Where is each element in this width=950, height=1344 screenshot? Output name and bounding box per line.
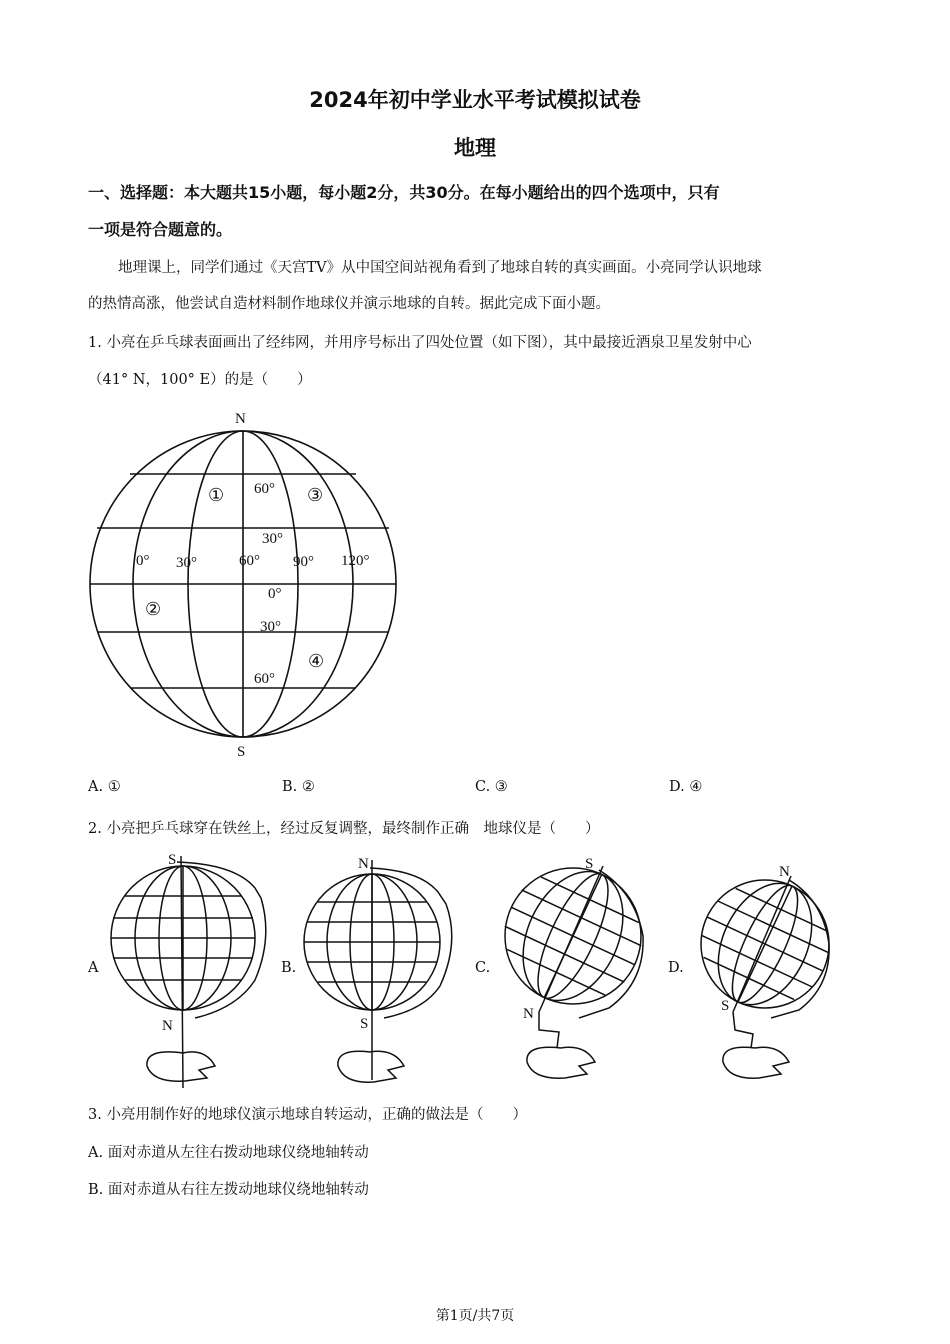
globe-d-bottom-label: S — [721, 998, 730, 1014]
q1-option-b[interactable]: B. ② — [282, 779, 315, 795]
q1-option-a[interactable]: A. ① — [88, 779, 121, 795]
lat-label: 60° — [254, 481, 275, 497]
lon-label: 60° — [239, 553, 260, 569]
q3-stem: 3. 小亮用制作好的地球仪演示地球自转运动，正确的做法是（ ） — [88, 1107, 527, 1123]
lat-label: 30° — [260, 619, 281, 635]
q2-option-b[interactable]: B. — [281, 960, 297, 976]
marker-1: ① — [208, 485, 225, 505]
lat-label: 30° — [262, 531, 283, 547]
q2-option-c[interactable]: C. — [475, 960, 491, 976]
q2-option-d[interactable]: D. — [668, 960, 684, 976]
lon-label: 0° — [136, 553, 150, 569]
globe-d-top-label: N — [779, 864, 790, 880]
marker-2: ② — [145, 599, 162, 619]
marker-4: ④ — [308, 651, 325, 671]
globe-c-figure — [495, 852, 665, 1088]
globe-b-figure — [300, 852, 470, 1088]
q1-option-d[interactable]: D. ④ — [669, 779, 703, 795]
south-pole-label: S — [237, 744, 246, 760]
exam-title: 2024年初中学业水平考试模拟试卷 — [309, 88, 641, 112]
globe-b-bottom-label: S — [360, 1016, 369, 1032]
q3-option-a[interactable]: A. 面对赤道从左往右拨动地球仪绕地轴转动 — [88, 1145, 369, 1161]
intro-line2: 的热情高涨，他尝试自造材料制作地球仪并演示地球的自转。据此完成下面小题。 — [88, 296, 610, 312]
globe-b-top-label: N — [358, 856, 369, 872]
q1-stem-line2: （41° N，100° E）的是（ ） — [88, 372, 312, 388]
q3-option-b[interactable]: B. 面对赤道从右往左拨动地球仪绕地轴转动 — [88, 1182, 369, 1198]
marker-3: ③ — [307, 485, 324, 505]
globe-a-bottom-label: N — [162, 1018, 173, 1034]
globe-d-figure — [695, 858, 855, 1088]
q1-option-c[interactable]: C. ③ — [475, 779, 508, 795]
subject-title: 地理 — [454, 136, 496, 160]
lat-label: 0° — [268, 586, 282, 602]
graticule-globe-figure — [88, 404, 398, 764]
globe-c-bottom-label: N — [523, 1006, 534, 1022]
lon-label: 90° — [293, 554, 314, 570]
north-pole-label: N — [235, 411, 246, 427]
lon-label: 120° — [341, 553, 370, 569]
globe-a-figure — [105, 848, 275, 1088]
lon-label: 30° — [176, 555, 197, 571]
section-heading-line1: 一、选择题：本大题共15小题，每小题2分，共30分。在每小题给出的四个选项中，只有 — [88, 183, 720, 202]
page-number: 第1页/共7页 — [435, 1308, 515, 1324]
q2-option-a[interactable]: A — [88, 960, 99, 976]
section-heading-line2: 一项是符合题意的。 — [88, 220, 233, 239]
q1-stem-line1: 1. 小亮在乒乓球表面画出了经纬网，并用序号标出了四处位置（如下图），其中最接近酒泉卫星发射中心 — [88, 335, 752, 351]
intro-line1: 地理课上，同学们通过《天宫TV》从中国空间站视角看到了地球自转的真实画面。小亮同学认识地球 — [118, 260, 762, 276]
globe-c-top-label: S — [585, 856, 594, 872]
globe-a-top-label: S — [168, 852, 177, 868]
q2-stem: 2. 小亮把乒乓球穿在铁丝上，经过反复调整，最终制作正确 地球仪是（ ） — [88, 821, 600, 837]
lat-label: 60° — [254, 671, 275, 687]
